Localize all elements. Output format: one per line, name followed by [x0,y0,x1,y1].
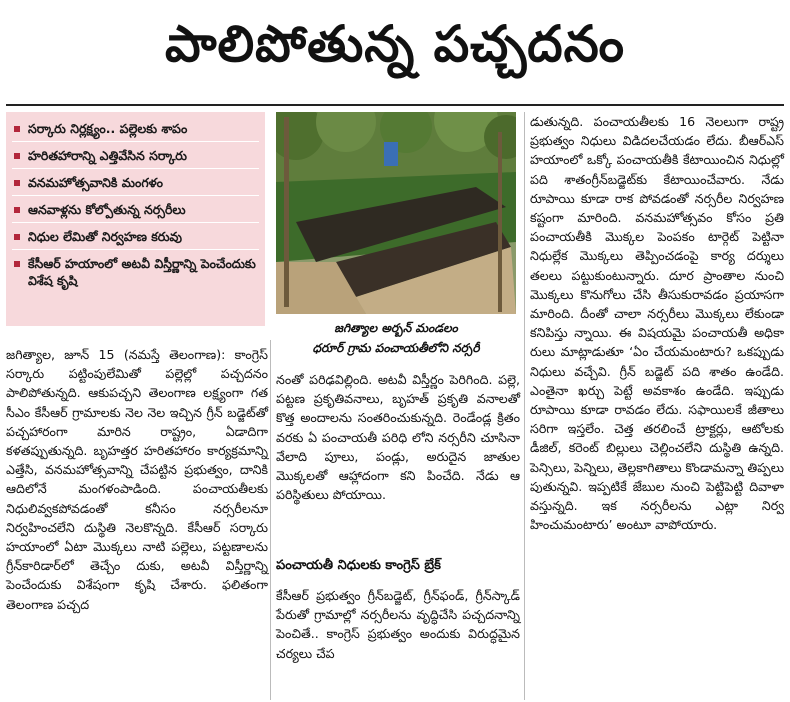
bullet-icon [14,207,20,213]
highlight-item: హరితహారాన్ని ఎత్తివేసిన సర్కారు [12,147,259,164]
highlight-item: వనమహోత్సవానికి మంగళం [12,174,259,191]
divider [12,249,259,250]
column-divider [524,112,525,700]
highlight-item: సర్కారు నిర్లక్ష్యం.. పల్లెలకు శాపం [12,120,259,137]
divider [12,195,259,196]
article-column-2: నంతో పరిఢవిల్లింది. అటవీ విస్తీర్ణం పెరిగింది. పల్లె, పట్టణ ప్రకృతివనాలు, బృహత్ ప్రకృతి వనాలతో కొత్త అందాలను సంతరించుకున్నది. రెండేండ్ల క్రితం వరకు ఏ పంచాయతీ పరిధి లోని నర్సరీని చూసినా వేలాది పూలు, పండ్లు, అరుదైన జాతుల మొక్కలతో ఆహ్లాదంగా కని పించేది. నేడు ఆ పరిస్థితులు పోయాయి. [276,372,520,503]
divider [12,168,259,169]
bullet-icon [14,261,20,267]
highlight-item: కేసీఆర్ హయాంలో అటవీ విస్తీర్ణాన్ని పెంచేందుకు విశేష కృషి [12,255,259,289]
divider [12,141,259,142]
highlights-box [6,112,265,326]
article-column-3: డుతున్నది. పంచాయతీలకు 16 నెలలుగా రాష్ట్ర ప్రభుత్వం నిధులు విడిదలచేయడం లేదు. బీఆర్ఎస్ హయాంలో ఒక్కో పంచాయతీకి కేటాయించిన నిధుల్లో పది శాతంగ్రీన్‌బడ్జెట్‌కు కేటాయించేవారు. నేడు రూపాయి కూడా రాక పోవడంతో నర్సరీల నిర్వహణ కష్టంగా మారింది. వనమహోత్సవం కోసం ప్రతి పంచాయతీకి మొక్కల పెంపకం టార్గెట్ పెట్టినా నిధుల్లేక మొక్కలు తెప్పించడంపై కార్య దర్శులు తలలు పట్టుకుంటున్నారు. దూర ప్రాంతాల నుంచి మొక్కలు కొనుగోలు చేసి తీసుకురావడం ప్రయాసగా మారింది. దీంతో చాలా నర్సరీలు మొక్కలు లేకుండా కనిపిస్తు న్నాయి. ఈ విషయమై పంచాయతీ అధికా రులు మాట్లాడుతూ ‘ఏం చేయమంటారు? ఒకప్పుడు నిధులు వచ్చేవి. గ్రీన్ బడ్జెట్ పది శాతం ఉండేది. ఎంతైనా ఖర్చు పెట్టే అవకాశం ఉండేది. ఇప్పుడు రూపాయి కూడా రావడం లేదు. సఫాయిలకే జీతాలు సరిగా ఇస్తలేం. చెత్త తరలించే ట్రాక్టర్లు, ఆటోలకు డీజిల్, కరెంట్ బిల్లులు చెల్లించలేని దుస్థితి ఉన్నది. పెన్సిలు, పెన్నిలు, తెల్లకాగితాలు కొండామన్నా తిప్పలు పుతున్నవి. ఇప్పటికే జేబుల నుంచి పెట్టిపెట్టి దివాళా వస్తున్నది. ఇక నర్సరీలను ఎట్లా నిర్వ హించుమంటారు’ అంటూ వాపోయారు. [530,114,785,533]
bullet-icon [14,153,20,159]
headline-rule [6,104,784,106]
headline: పాలిపోతున్న పచ్చదనం [164,14,626,73]
bullet-icon [14,234,20,240]
photo-caption: జగిత్యాల అర్బన్ మండలం ధరూర్ గ్రామ పంచాయతీలోని నర్సరీ [312,321,480,355]
nursery-photo [276,112,516,314]
bullet-icon [14,180,20,186]
bullet-icon [14,126,20,132]
column-divider [270,340,271,700]
highlight-item: నిధుల లేమితో నిర్వహణ కరువు [12,228,259,245]
subheading: పంచాయతీ నిధులకు కాంగ్రెస్ బ్రేక్ [276,558,441,573]
highlight-item: ఆనవాళ్లను కోల్పోతున్న నర్సరీలు [12,201,259,218]
article-column-1: జగిత్యాల, జూన్ 15 (నమస్తే తెలంగాణ): కాంగ్రెస్ సర్కారు పట్టింపులేమితో పల్లెల్లో పచ్చదనం పాలిపోతున్నది. ఆకుపచ్చని తెలంగాణ లక్ష్యంగా గత సీఎం కేసీఆర్ గ్రామాలకు నెల నెల ఇచ్చిన గ్రీన్ బడ్జెట్‌తో పచ్చహారంగా మారిన రాష్ట్రం, ఏడాదిగా కళతప్పుతున్నది. బృహత్తర హరితహారం కార్యక్రమాన్ని ఎత్తేసి, వనమహోత్సవాన్ని చేపట్టిన ప్రభుత్వం, దానికి ఆదిలోనే మంగళంపాడింది. పంచాయతీలకు నిధులివ్వకపోవడంతో కనీసం నర్సరీలనూ నిర్వహించలేని దుస్థితి నెలకొన్నది. కేసీఆర్ సర్కారు హయాంలో ఏటా మొక్కలు నాటి పల్లెలు, పట్టణాలను గ్రీన్‌కారిడార్‌లో తెచ్చేం దుకు, అటవీ విస్తీర్ణాన్ని పెంచేందుకు విశేషంగా కృషి చేశారు. ఫలితంగా తెలంగాణ పచ్చద [6,347,268,612]
article-column-2b: కేసీఆర్ ప్రభుత్వం గ్రీన్‌బడ్జెట్, గ్రీన్‌ఫండ్, గ్రీన్‌స్కాడ్ పేరుతో గ్రామాల్లో నర్సరీలను వృద్ధిచేసి పచ్చదనాన్ని పెంచితే.. కాంగ్రెస్ ప్రభుత్వం అందుకు విరుద్ధమైన చర్యలు చేప [276,588,520,661]
divider [12,222,259,223]
